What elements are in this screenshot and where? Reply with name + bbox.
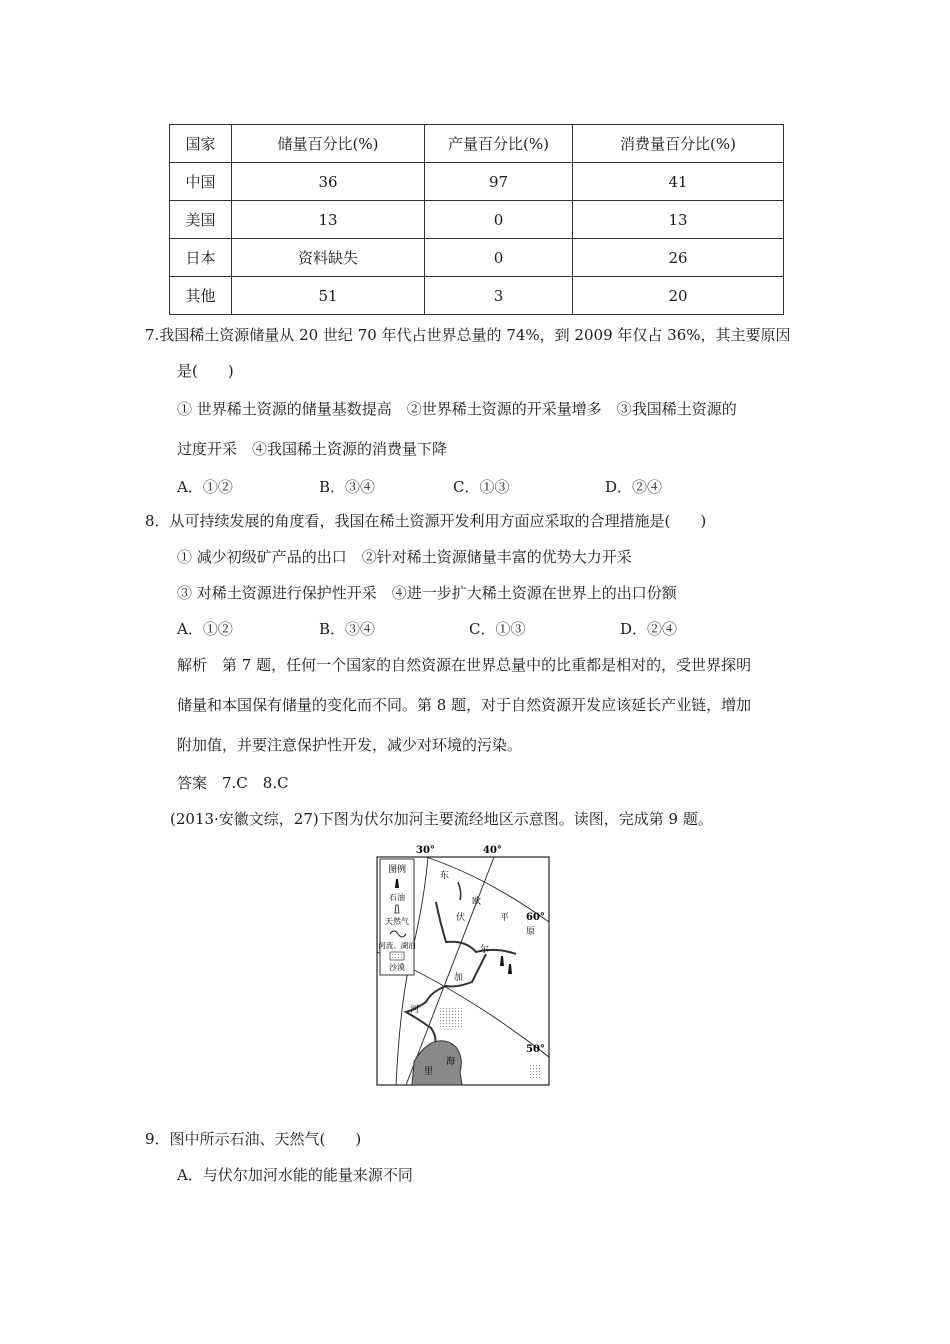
table-cell: 0 (425, 201, 573, 239)
header-production: 产量百分比(%) (425, 125, 573, 163)
region-char: 东 (440, 871, 450, 881)
table-cell: 41 (573, 163, 784, 201)
q8-option-a: A．①② (177, 620, 233, 638)
header-consumption: 消费量百分比(%) (573, 125, 784, 163)
table-row (170, 277, 784, 315)
table-cell: 36 (232, 163, 425, 201)
q7-option-c: C．①③ (453, 478, 510, 496)
q8-stem: 8．从可持续发展的角度看，我国在稀土资源开发利用方面应采取的合理措施是( ) (145, 512, 707, 530)
table-cell: 3 (425, 277, 573, 315)
river-char: 河 (410, 1005, 420, 1015)
table-cell: 中国 (170, 163, 232, 201)
volga-map-figure (376, 842, 550, 1088)
q7-choices-line1: ① 世界稀土资源的储量基数提高 ②世界稀土资源的开采量增多 ③我国稀土资源的 (177, 400, 737, 418)
analysis-line3: 附加值，并要注意保护性开发，减少对环境的污染。 (177, 736, 523, 754)
q7-option-b: B．③④ (319, 478, 376, 496)
q7-stem-line1: 7.我国稀土资源储量从 20 世纪 70 年代占世界总量的 74%，到 2009 年仅占 36%，其主要原因 (145, 326, 791, 344)
sea-char: 海 (446, 1057, 456, 1067)
table-cell: 日本 (170, 239, 232, 277)
q8-choices-line2: ③ 对稀土资源进行保护性开采 ④进一步扩大稀土资源在世界上的出口份额 (177, 584, 677, 602)
q7-option-a: A．①② (177, 478, 233, 496)
q9-stem: 9．图中所示石油、天然气( ) (145, 1130, 362, 1148)
table-cell: 其他 (170, 277, 232, 315)
sea-char: 里 (424, 1067, 434, 1077)
header-country: 国家 (170, 125, 232, 163)
river-char: 尔 (480, 945, 490, 955)
legend-desert-icon (390, 952, 404, 960)
region-char: 欧 (472, 897, 482, 907)
table-row (170, 239, 784, 277)
table-cell: 美国 (170, 201, 232, 239)
table-cell: 97 (425, 163, 573, 201)
table-cell: 26 (573, 239, 784, 277)
river-char: 伏 (456, 913, 466, 923)
legend-oil: 石油 (389, 893, 405, 902)
table-cell: 13 (232, 201, 425, 239)
table-cell: 资料缺失 (232, 239, 425, 277)
q8-choices-line1: ① 减少初级矿产品的出口 ②针对稀土资源储量丰富的优势大力开采 (177, 548, 632, 566)
rare-earth-table (169, 124, 784, 315)
q9-option-a: A．与伏尔加河水能的能量来源不同 (177, 1166, 413, 1184)
legend-gas: 天然气 (385, 917, 409, 926)
lat-label-50: 50° (526, 1044, 545, 1055)
table-cell: 51 (232, 277, 425, 315)
table-row (170, 163, 784, 201)
table-header-row (170, 125, 784, 163)
legend-river: 河流、湖泊 (378, 941, 416, 950)
legend-title: 图例 (387, 865, 407, 875)
q7-stem-line2: 是( ) (177, 362, 234, 380)
lon-label-30: 30° (416, 845, 435, 856)
q7-choices-line2: 过度开采 ④我国稀土资源的消费量下降 (177, 440, 448, 458)
map-intro: (2013·安徽文综，27)下图为伏尔加河主要流经地区示意图。读图，完成第 9 题。 (170, 810, 713, 828)
table-cell: 0 (425, 239, 573, 277)
q8-option-d: D．②④ (620, 620, 678, 638)
table-row (170, 201, 784, 239)
lat-label-60: 60° (526, 912, 545, 923)
header-reserves: 储量百分比(%) (232, 125, 425, 163)
q7-option-d: D．②④ (605, 478, 663, 496)
answer-line: 答案 7.C 8.C (177, 774, 289, 792)
legend-desert: 沙漠 (389, 963, 405, 972)
q8-option-b: B．③④ (319, 620, 376, 638)
analysis-line1: 解析 第 7 题，任何一个国家的自然资源在世界总量中的比重都是相对的，受世界探明 (177, 656, 752, 674)
river-char: 加 (454, 973, 464, 983)
table-cell: 13 (573, 201, 784, 239)
q8-option-c: C．①③ (469, 620, 526, 638)
analysis-line2: 储量和本国保有储量的变化而不同。第 8 题，对于自然资源开发应该延长产业链，增加 (177, 696, 752, 714)
table-cell: 20 (573, 277, 784, 315)
region-char: 原 (526, 927, 536, 937)
lon-label-40: 40° (483, 845, 502, 856)
region-char: 平 (500, 913, 510, 923)
